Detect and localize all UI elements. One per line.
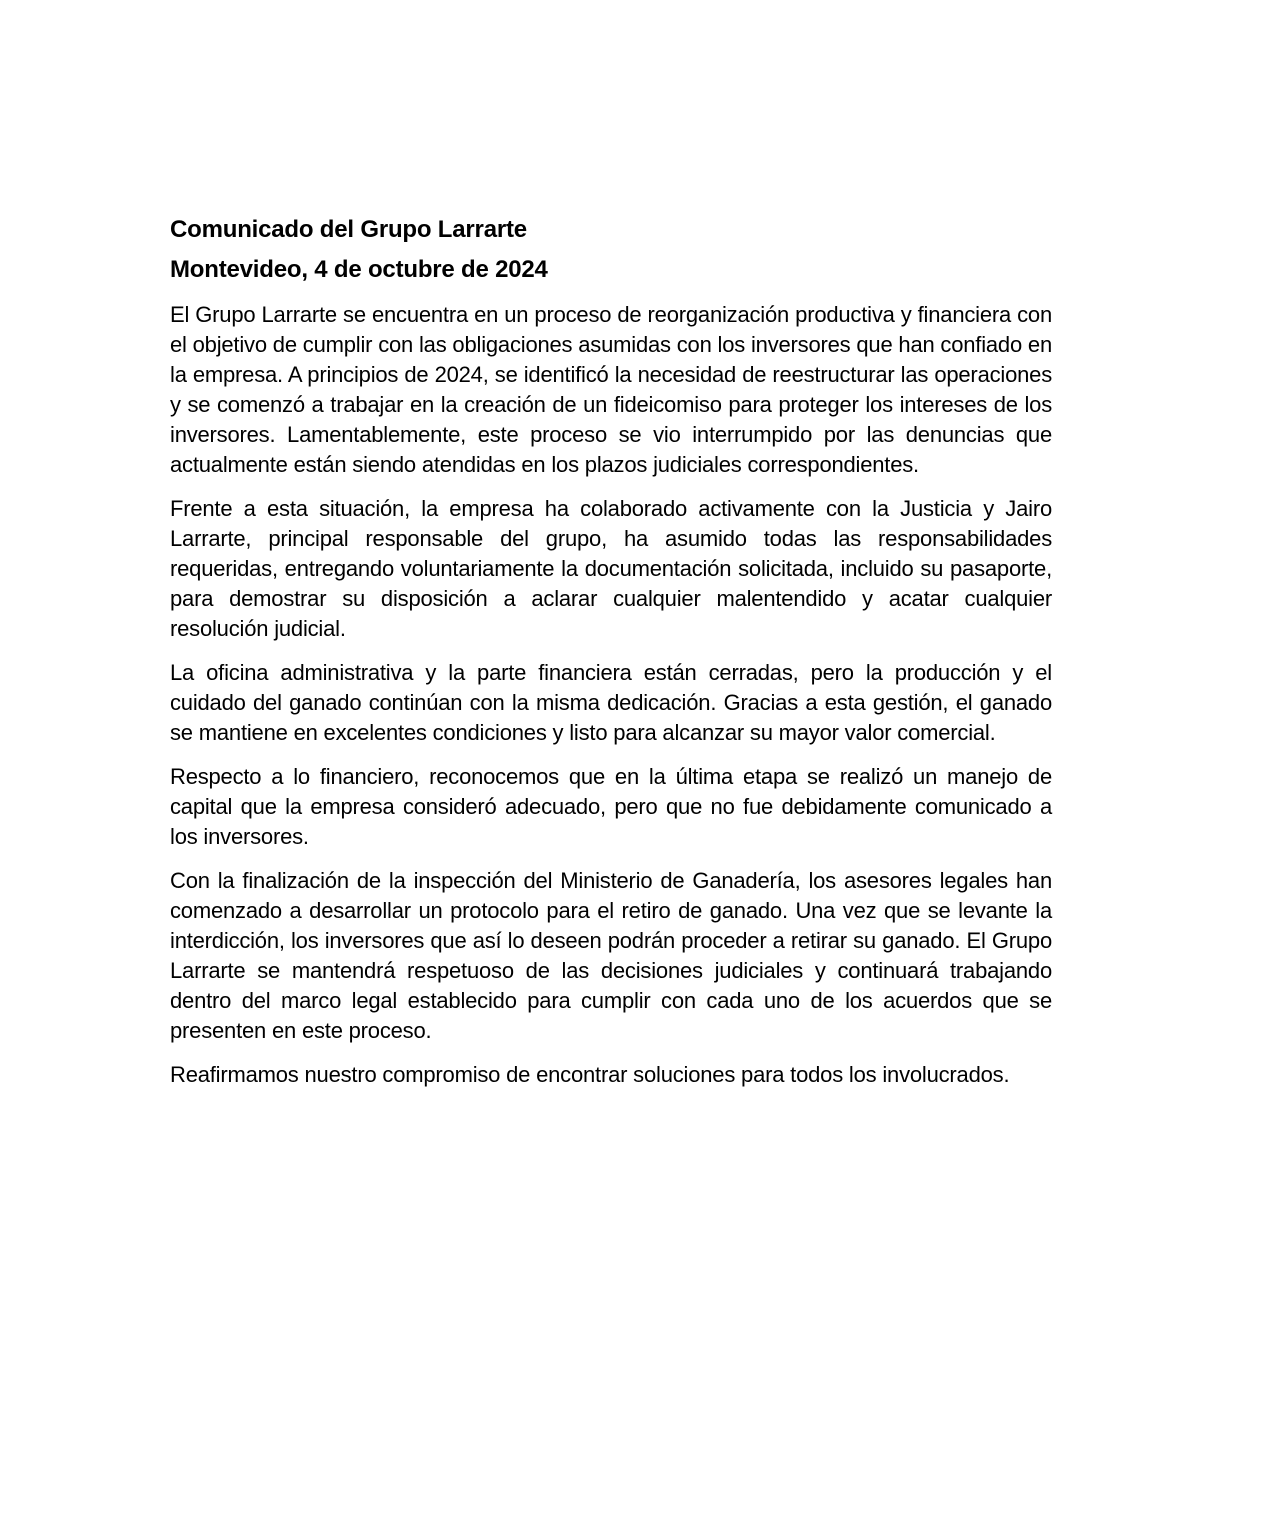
paragraph-inspeccion-protocolo: Con la finalización de la inspección del Ministerio de Ganadería, los asesores legales han comenzado a desarrollar un protocolo para el retiro de ganado. Una vez que se levante la interdicción, los inversores que así lo deseen podrán proceder a retirar su ganado. El Grupo Larrarte se mantendrá respetuoso de las decisiones judiciales y continuará trabajando dentro del marco legal establecido para cumplir con cada uno de los acuerdos que se presenten en este proceso.	[170, 868, 1052, 1043]
document-dateline: Montevideo, 4 de octubre de 2024	[170, 256, 548, 283]
paragraph-colaboracion-justicia: Frente a esta situación, la empresa ha colaborado activamente con la Justicia y Jairo Larrarte, principal responsable del grupo, ha asumido todas las responsabilidades requeridas, entregando voluntariamente la documentación solicitada, incluido su pasaporte, para demostrar su disposición a aclarar cualquier malentendido y acatar cualquier resolución judicial.	[170, 496, 1052, 641]
paragraph-financiero: Respecto a lo financiero, reconocemos que en la última etapa se realizó un manejo de capital que la empresa consideró adecuado, pero que no fue debidamente comunicado a los inversores.	[170, 764, 1052, 849]
paragraph-reorganizacion: El Grupo Larrarte se encuentra en un proceso de reorganización productiva y financiera con el objetivo de cumplir con las obligaciones asumidas con los inversores que han confiado en la empresa. A principios de 2024, se identificó la necesidad de reestructurar las operaciones y se comenzó a trabajar en la creación de un fideicomiso para proteger los intereses de los inversores. Lamentablemente, este proceso se vio interrumpido por las denuncias que actualmente están siendo atendidas en los plazos judiciales correspondientes.	[170, 302, 1052, 477]
paragraph-compromiso: Reafirmamos nuestro compromiso de encontrar soluciones para todos los involucrados.	[170, 1062, 1010, 1087]
paragraph-oficina-ganado: La oficina administrativa y la parte financiera están cerradas, pero la producción y el cuidado del ganado continúan con la misma dedicación. Gracias a esta gestión, el ganado se mantiene en excelentes condiciones y listo para alcanzar su mayor valor comercial.	[170, 660, 1052, 745]
document-content	[170, 216, 1052, 1104]
document-title: Comunicado del Grupo Larrarte	[170, 216, 527, 243]
